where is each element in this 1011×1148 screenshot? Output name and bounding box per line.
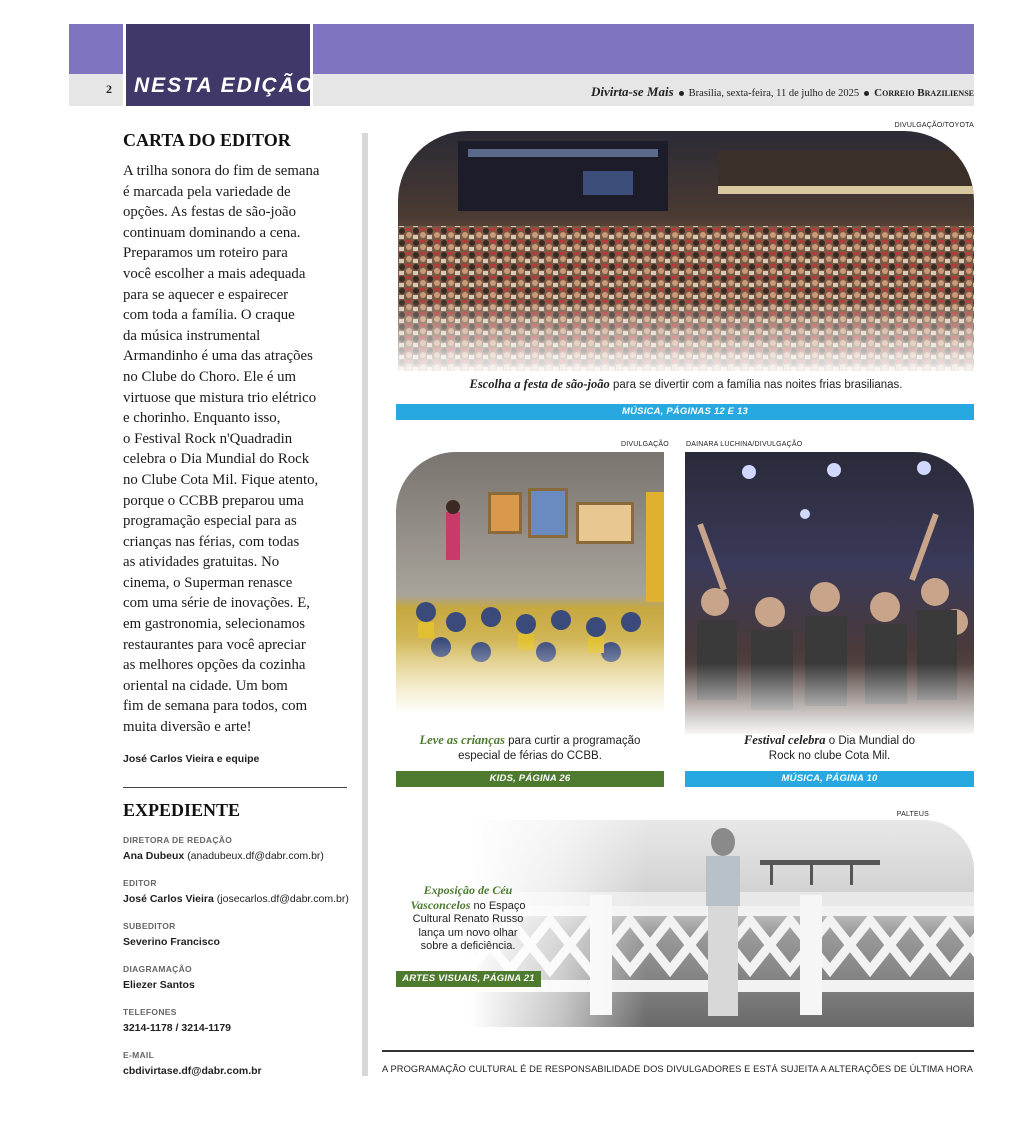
bullet — [679, 91, 684, 96]
artes-caption — [398, 884, 538, 954]
editor-letter-line: em gastronomia, selecionamos — [123, 616, 306, 633]
divider — [123, 787, 347, 788]
dateline: Brasília, sexta-feira, 11 de julho de 2025 — [688, 88, 860, 99]
staff-email: (anadubeux.df@dabr.com.br) — [187, 850, 324, 862]
editor-letter-line: você escolher a mais adequada — [123, 265, 306, 282]
expediente-label: SUBEDITOR — [123, 921, 176, 931]
editor-letter-line: para se aquecer e espairecer — [123, 286, 289, 303]
header-accent-right — [313, 24, 974, 74]
photo-credit: DIVULGAÇÃO — [621, 441, 669, 448]
footer-rule — [382, 1050, 974, 1052]
editor-letter-line: da música instrumental — [123, 327, 261, 344]
expediente-label: EDITOR — [123, 878, 157, 888]
caption-text: sobre a deficiência. — [420, 940, 516, 952]
editor-letter-line: Armandinho é uma das atrações — [123, 348, 313, 365]
kids-caption — [396, 733, 664, 764]
staff-name: José Carlos Vieira — [123, 893, 214, 905]
artes-photo[interactable] — [470, 820, 974, 1027]
newspaper-name: Correio Braziliense — [874, 87, 974, 99]
caption-emphasis: Escolha a festa de são-joão — [469, 377, 610, 391]
expediente-value — [123, 850, 324, 862]
rock-section-link[interactable]: MÚSICA, PÁGINA 10 — [685, 771, 974, 787]
editor-letter-body — [123, 161, 347, 738]
header-band-left — [69, 74, 123, 106]
editor-letter-line: celebra o Dia Mundial do Rock — [123, 451, 310, 468]
editor-letter-line: A trilha sonora do fim de semana — [123, 163, 320, 179]
photo-credit: DIVULGAÇÃO/TOYOTA — [894, 122, 974, 129]
expediente-value: cbdivirtase.df@dabr.com.br — [123, 1065, 262, 1077]
editor-letter-line: no Clube Cota Mil. Fique atento, — [123, 471, 319, 488]
editor-letter-line: com uma série de inovações. E, — [123, 595, 310, 612]
kids-gallery-image — [396, 452, 664, 712]
kids-section-link[interactable]: KIDS, PÁGINA 26 — [396, 771, 664, 787]
rock-caption — [685, 733, 974, 764]
editor-letter-line: Preparamos um roteiro para — [123, 245, 288, 262]
caption-text: Cultural Renato Russo — [412, 913, 524, 925]
editor-letter-line: e chorinho. Enquanto isso, — [123, 410, 281, 427]
caption-text: para se divertir com a família nas noites frias brasilianas. — [609, 379, 903, 391]
editor-signature: José Carlos Vieira e equipe — [123, 753, 260, 765]
photo-credit: DAINARA LUCHINA/DIVULGAÇÃO — [686, 441, 803, 448]
rock-photo[interactable] — [685, 452, 974, 734]
caption-emphasis: Exposição de Céu — [423, 883, 513, 897]
expediente-value — [123, 893, 349, 905]
editor-letter-line: muita diversão e arte! — [123, 719, 252, 736]
section-title: NESTA EDIÇÃO — [134, 74, 315, 97]
caption-text: o Dia Mundial do — [825, 735, 916, 747]
caption-text: lança um novo olhar — [418, 926, 518, 939]
caption-text: especial de férias do CCBB. — [458, 750, 602, 762]
caption-text: para curtir a programação — [504, 735, 641, 747]
expediente-value: Severino Francisco — [123, 936, 220, 948]
editor-letter-line: continuam dominando a cena. — [123, 224, 301, 241]
staff-name: Ana Dubeux — [123, 850, 185, 862]
editor-letter-line: porque o CCBB preparou uma — [123, 492, 304, 509]
editor-letter-line: é marcada pela variedade de — [123, 183, 291, 200]
artes-section-link[interactable]: ARTES VISUAIS, PÁGINA 21 — [396, 971, 541, 987]
bullet — [864, 91, 869, 96]
expediente-label: TELEFONES — [123, 1007, 177, 1017]
expediente-label: DIRETORA DE REDAÇÃO — [123, 835, 233, 845]
staff-email: (josecarlos.df@dabr.com.br) — [216, 893, 349, 905]
sao-joao-caption — [398, 377, 974, 393]
editor-letter-line: com toda a família. O craque — [123, 307, 295, 324]
expediente-value: Eliezer Santos — [123, 979, 195, 991]
editor-letter-line: as atividades gratuitas. No — [123, 554, 280, 571]
footer-disclaimer: A PROGRAMAÇÃO CULTURAL É DE RESPONSABILIDADE DOS DIVULGADORES E ESTÁ SUJEITA A ALTERAÇÕES DE ÚLTIMA HORA — [382, 1064, 974, 1074]
photo-credit: PALTEUS — [896, 811, 929, 818]
editor-letter-heading: CARTA DO EDITOR — [123, 130, 291, 150]
expediente-label: DIAGRAMAÇÃO — [123, 964, 192, 974]
editor-letter-line: o Festival Rock n'Quadradin — [123, 430, 293, 447]
editor-letter-line: restaurantes para você apreciar — [123, 636, 306, 653]
editor-letter-line: programação especial para as — [123, 513, 297, 530]
exhibition-image — [470, 820, 974, 1027]
editor-letter-line: crianças nas férias, com todas — [123, 533, 300, 550]
sao-joao-photo[interactable] — [398, 131, 974, 371]
expediente-heading: EXPEDIENTE — [123, 800, 241, 820]
editor-letter-line: oriental na cidade. Um bom — [123, 677, 288, 694]
caption-emphasis: Festival celebra — [743, 733, 826, 747]
supplement-name: Divirta-se Mais — [590, 84, 674, 99]
editor-letter-line: opções. As festas de são-joão — [123, 204, 296, 221]
caption-text: Rock no clube Cota Mil. — [768, 750, 891, 762]
expediente-value: 3214-1178 / 3214-1179 — [123, 1022, 232, 1034]
editor-letter-line: virtuose que mistura trio elétrico — [123, 389, 317, 406]
editor-letter-line: cinema, o Superman renasce — [123, 574, 293, 591]
festival-crowd-image — [398, 131, 974, 371]
caption-emphasis: Leve as crianças — [419, 733, 505, 747]
page-number: 2 — [106, 82, 112, 96]
caption-text: no Espaço — [470, 899, 526, 912]
header-dateline — [591, 84, 974, 100]
rock-festival-image — [685, 452, 974, 734]
editor-letter-line: no Clube do Choro. Ele é um — [123, 368, 297, 385]
column-divider — [362, 133, 368, 1076]
editor-letter-line: fim de semana para todos, com — [123, 698, 308, 715]
caption-emphasis: Vasconcelos — [410, 897, 471, 912]
header-accent-left — [69, 24, 123, 74]
sao-joao-section-link[interactable]: MÚSICA, PÁGINAS 12 E 13 — [396, 404, 974, 420]
kids-photo[interactable] — [396, 452, 664, 712]
editor-letter-line: as melhores opções da cozinha — [123, 657, 306, 674]
expediente-label: E-MAIL — [123, 1050, 155, 1060]
